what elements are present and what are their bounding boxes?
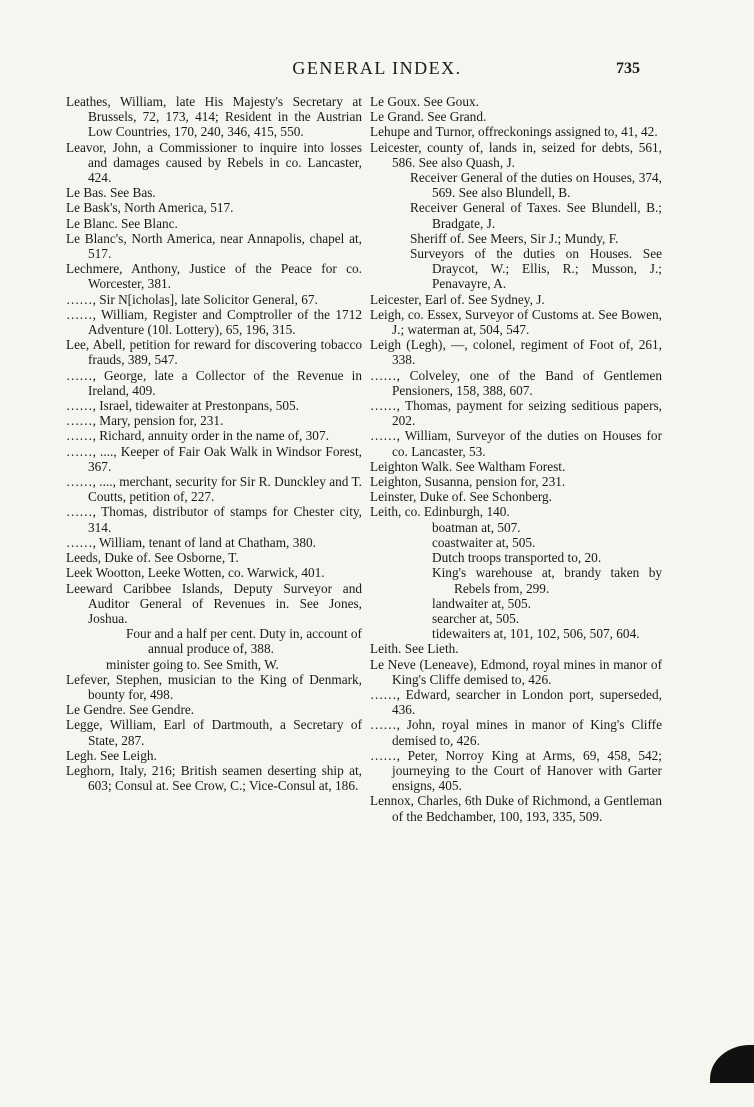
index-entry: Le Blanc. See Blanc. xyxy=(66,215,178,231)
index-entry: ……, Edward, searcher in London port, superseded, 436. xyxy=(370,686,666,718)
index-entry: Legge, William, Earl of Dartmouth, a Secretary of State, 287. xyxy=(66,717,366,748)
index-entry: Surveyors of the duties on Houses. See Draycot, W.; Ellis, R.; Musson, J.; Penavayre, A. xyxy=(410,246,666,292)
index-entry: Lennox, Charles, 6th Duke of Richmond, a Gentleman of the Bedchamber, 100, 193, 335, 509. xyxy=(370,793,666,824)
index-entry: Four and a half per cent. Duty in, account of annual produce of, 388. xyxy=(126,626,366,657)
index-entry: Le Blanc's, North America, near Annapolis, chapel at, 517. xyxy=(66,230,366,262)
index-entry: Dutch troops transported to, 20. xyxy=(432,550,602,566)
index-entry: Lehupe and Turnor, offreckonings assigned to, 41, 42. xyxy=(370,124,658,140)
index-entry: Leek Wootton, Leeke Wotten, co. Warwick, 401. xyxy=(66,565,325,581)
index-entry: Le Goux. See Goux. xyxy=(370,94,479,109)
index-entry: Leith, co. Edinburgh, 140. xyxy=(370,504,510,520)
index-entry: ……, John, royal mines in manor of King's Cliffe demised to, 426. xyxy=(370,717,666,748)
index-entry: Leigh (Legh), —, colonel, regiment of Foot of, 261, 338. xyxy=(370,337,666,368)
index-entry: ……, Peter, Norroy King at Arms, 69, 458, 542; journeying to the Court of Hanover with Garter ensigns, 405. xyxy=(370,747,666,794)
index-entry: ……, William, tenant of land at Chatham, 380. xyxy=(66,534,316,550)
index-entry: ……, ...., merchant, security for Sir R. Dunckley and T. Coutts, petition of, 227. xyxy=(66,474,366,505)
index-entry: ……, William, Register and Comptroller of the 1712 Adventure (10l. Lottery), 65, 196, 315. xyxy=(66,306,365,338)
index-entry: Leeds, Duke of. See Osborne, T. xyxy=(66,550,239,566)
index-entry: Leinster, Duke of. See Schonberg. xyxy=(370,489,553,505)
index-entry: Sheriff of. See Meers, Sir J.; Mundy, F. xyxy=(410,230,619,246)
index-entry: Leeward Caribbee Islands, Deputy Surveyor and Auditor General of Revenues in. See Jones, Joshua. xyxy=(66,580,366,626)
index-entry: landwaiter at, 505. xyxy=(432,595,531,611)
index-entry: ……, Thomas, distributor of stamps for Chester city, 314. xyxy=(66,504,366,535)
thumb-index-mark xyxy=(710,1045,754,1083)
index-entry: Leighton, Susanna, pension for, 231. xyxy=(370,474,566,490)
index-entry: Leith. See Lieth. xyxy=(370,641,459,657)
page-header xyxy=(0,58,754,86)
index-entry: ……, Mary, pension for, 231. xyxy=(66,413,224,429)
index-entry: King's warehouse at, brandy taken by Rebels from, 299. xyxy=(432,565,666,596)
index-entry: ……, Richard, annuity order in the name of, 307. xyxy=(66,428,329,444)
index-entry: Le Bask's, North America, 517. xyxy=(66,200,234,216)
index-entry: tidewaiters at, 101, 102, 506, 507, 604. xyxy=(432,626,640,642)
index-entry: Leghorn, Italy, 216; British seamen deserting ship at, 603; Consul at. See Crow, C.; Vice-Consul at, 186. xyxy=(66,762,366,794)
index-entry: ……, Thomas, payment for seizing seditious papers, 202. xyxy=(370,398,666,429)
index-entry: Receiver General of Taxes. See Blundell, B.; Bradgate, J. xyxy=(410,200,666,231)
index-entry: Leathes, William, late His Majesty's Secretary at Brussels, 72, 173, 414; Resident in the Austrian Low Countries, 170, 240, 346, 415, 550. xyxy=(66,94,366,140)
index-entry: ……, Sir N[icholas], late Solicitor General, 67. xyxy=(66,291,318,307)
index-entry: ……, Colveley, one of the Band of Gentlemen Pensioners, 158, 388, 607. xyxy=(370,367,666,398)
index-entry: ……, ...., Keeper of Fair Oak Walk in Windsor Forest, 367. xyxy=(66,443,366,474)
index-entry: Le Grand. See Grand. xyxy=(370,109,487,125)
index-entry: Legh. See Leigh. xyxy=(66,747,157,763)
index-entry: Leicester, Earl of. See Sydney, J. xyxy=(370,291,545,307)
index-entry: ……, William, Surveyor of the duties on Houses for co. Lancaster, 53. xyxy=(370,428,666,459)
index-entry: minister going to. See Smith, W. xyxy=(106,656,279,672)
index-entry: boatman at, 507. xyxy=(432,519,521,535)
index-entry: Receiver General of the duties on Houses, 374, 569. See also Blundell, B. xyxy=(410,170,666,201)
index-column-right xyxy=(370,94,666,824)
index-entry: searcher at, 505. xyxy=(432,610,520,626)
index-column-left xyxy=(66,94,366,794)
index-entry: Lefever, Stephen, musician to the King of Denmark, bounty for, 498. xyxy=(66,671,366,702)
index-entry: Leighton Walk. See Waltham Forest. xyxy=(370,458,566,474)
index-entry: Leigh, co. Essex, Surveyor of Customs at. See Bowen, J.; waterman at, 504, 547. xyxy=(370,306,666,338)
index-entry: coastwaiter at, 505. xyxy=(432,534,536,550)
index-entry: Lechmere, Anthony, Justice of the Peace for co. Worcester, 381. xyxy=(66,261,366,292)
running-title: GENERAL INDEX. xyxy=(292,58,462,78)
index-entry: Le Neve (Leneave), Edmond, royal mines in manor of King's Cliffe demised to, 426. xyxy=(370,656,666,687)
index-entry: Le Bas. See Bas. xyxy=(66,185,156,201)
page-number: 735 xyxy=(616,60,640,77)
index-entry: Leicester, county of, lands in, seized for debts, 561, 586. See also Quash, J. xyxy=(370,139,666,170)
index-entry: ……, Israel, tidewaiter at Prestonpans, 505. xyxy=(66,398,300,414)
index-entry: Leavor, John, a Commissioner to inquire into losses and damages caused by Rebels in co. Lancaster, 424. xyxy=(66,139,366,186)
index-entry: Lee, Abell, petition for reward for discovering tobacco frauds, 389, 547. xyxy=(66,337,366,368)
index-entry: ……, George, late a Collector of the Revenue in Ireland, 409. xyxy=(66,367,366,398)
index-entry: Le Gendre. See Gendre. xyxy=(66,702,195,718)
